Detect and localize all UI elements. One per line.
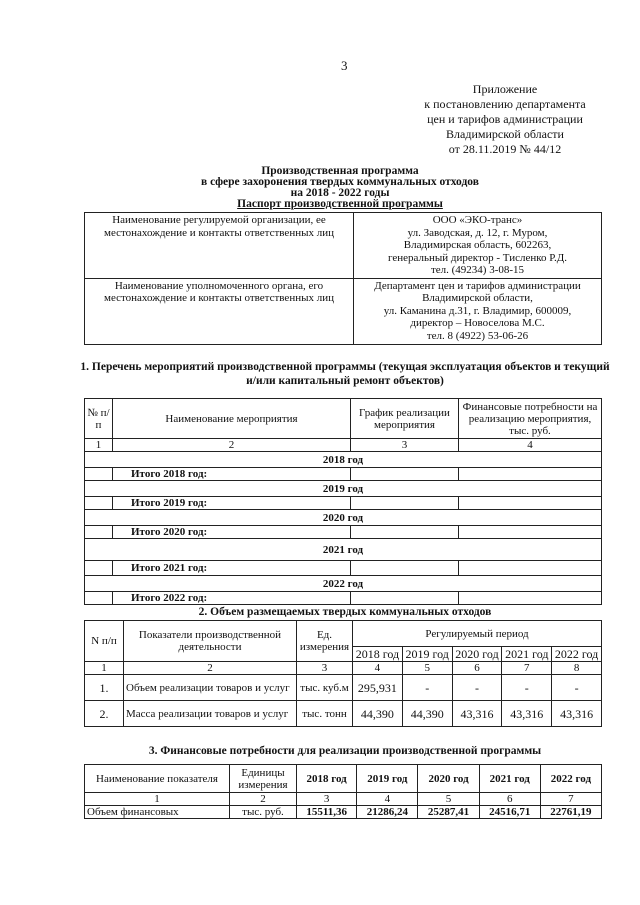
value-line: Владимирская область, 602263, [403, 239, 552, 251]
header-row [85, 765, 602, 793]
table-row [85, 701, 602, 727]
total-label: Итого 2022 год: [113, 592, 351, 605]
col-number: 3 [297, 662, 353, 675]
total-row [85, 526, 602, 539]
value-cell: 44,390 [402, 701, 452, 727]
value-line: генеральный директор - Тисленко Р.Д. [387, 251, 568, 264]
year-label: 2019 год [85, 481, 602, 497]
total-row [85, 561, 602, 576]
table-row [85, 675, 602, 701]
value-line: Владимирской области, [422, 292, 533, 304]
col-number: 8 [552, 662, 602, 675]
row-number: 2. [85, 701, 124, 727]
header-cell: Наименование мероприятия [113, 399, 351, 439]
col-number: 2 [113, 439, 351, 452]
total-label: Итого 2021 год: [113, 561, 351, 576]
value-cell: 24516,71 [479, 806, 540, 819]
indicator: Объем реализации товаров и услуг [124, 675, 297, 701]
passport-table [84, 212, 602, 345]
total-row [85, 468, 602, 481]
value-cell: 21286,24 [357, 806, 418, 819]
unit: тыс. тонн [297, 701, 353, 727]
unit: тыс. руб. [230, 806, 297, 819]
value-line: ООО «ЭКО-транс» [432, 214, 523, 226]
table-row [85, 806, 602, 819]
indicator: Масса реализации товаров и услуг [124, 701, 297, 727]
header-cell: График реализации мероприятия [351, 399, 459, 439]
section3-title: 3. Финансовые потребности для реализации производственной программы [148, 745, 542, 757]
column-number-row [85, 793, 602, 806]
header-cell: Ед. измерения [297, 621, 353, 662]
unit: тыс. куб.м [297, 675, 353, 701]
header-cell: 2018 год [297, 765, 357, 793]
col-number: 1 [85, 662, 124, 675]
row-number: 1. [85, 675, 124, 701]
value-cell: 44,390 [353, 701, 403, 727]
year-row [85, 481, 602, 497]
year-row [85, 576, 602, 592]
header-cell: Показатели производственной деятельности [124, 621, 297, 662]
year-label: 2018 год [85, 452, 602, 468]
table-row [85, 213, 602, 279]
value-cell: 295,931 [353, 675, 403, 701]
title-line: в сфере захоронения твердых коммунальных отходов [201, 176, 479, 188]
col-number: 5 [418, 793, 479, 806]
value-cell: - [402, 675, 452, 701]
page-number: 3 [341, 58, 348, 73]
header-cell: 2019 год [357, 765, 418, 793]
year-label: 2021 год [85, 539, 602, 561]
title-line: на 2018 - 2022 годы [290, 187, 390, 199]
col-number: 2 [124, 662, 297, 675]
col-number: 2 [230, 793, 297, 806]
header-cell: № п/п [85, 399, 113, 439]
document-title [80, 166, 600, 210]
volume-table [84, 620, 602, 727]
year-header: 2018 год [353, 647, 403, 662]
year-label: 2020 год [85, 510, 602, 526]
value-cell: 43,316 [452, 701, 502, 727]
total-label: Итого 2018 год: [113, 468, 351, 481]
year-label: 2022 год [85, 576, 602, 592]
table-row [85, 278, 602, 344]
passport-label: Наименование регулируемой организации, ее местонахождение и контакты ответственных лиц [85, 213, 354, 279]
section1-title: 1. Перечень мероприятий производственной программы (текущая эксплуатация объектов и текущий и/или капитальный ремонт объектов) [80, 361, 610, 387]
header-row [85, 621, 602, 647]
value-cell: 15511,36 [297, 806, 357, 819]
value-line: ул. Заводская, д. 12, г. Муром, [407, 226, 548, 239]
col-number: 5 [402, 662, 452, 675]
total-row [85, 592, 602, 605]
value-line: тел. (49234) 3-08-15 [430, 264, 525, 276]
header-cell: N п/п [85, 621, 124, 662]
col-number: 4 [357, 793, 418, 806]
value-cell: 25287,41 [418, 806, 479, 819]
value-line: ул. Каманина д.31, г. Владимир, 600009, [383, 304, 572, 317]
finance-table [84, 764, 602, 819]
passport-value [354, 278, 602, 344]
header-cell: Регулируемый период [353, 621, 602, 647]
col-number: 4 [459, 439, 602, 452]
appendix-line: Приложение [472, 82, 538, 96]
year-row [85, 452, 602, 468]
value-cell: - [552, 675, 602, 701]
header-cell: 2020 год [418, 765, 479, 793]
col-number: 1 [85, 793, 230, 806]
header-cell: Наименование показателя [85, 765, 230, 793]
total-row [85, 497, 602, 510]
column-number-row [85, 662, 602, 675]
appendix-line: цен и тарифов администрации [427, 112, 583, 126]
col-number: 6 [452, 662, 502, 675]
col-number: 7 [540, 793, 601, 806]
title-line: Производственная программа [261, 165, 419, 177]
value-cell: 43,316 [502, 701, 552, 727]
year-row [85, 510, 602, 526]
value-line: Департамент цен и тарифов администрации [374, 279, 581, 292]
year-row [85, 539, 602, 561]
events-table [84, 398, 602, 605]
total-label: Итого 2019 год: [113, 497, 351, 510]
value-line: тел. 8 (4922) 53-06-26 [426, 329, 529, 342]
col-number: 4 [353, 662, 403, 675]
column-number-row [85, 439, 602, 452]
passport-title: Паспорт производственной программы [237, 198, 443, 210]
passport-label: Наименование уполномоченного органа, его местонахождение и контакты ответственных лиц [85, 278, 354, 344]
header-cell: 2022 год [540, 765, 601, 793]
header-cell: Единицы измерения [230, 765, 297, 793]
header-cell: 2021 год [479, 765, 540, 793]
appendix-line: к постановлению департамента [424, 97, 586, 111]
col-number: 3 [351, 439, 459, 452]
col-number: 6 [479, 793, 540, 806]
value-line: директор – Новоселова М.С. [410, 317, 545, 329]
value-cell: 22761,19 [540, 806, 601, 819]
year-header: 2022 год [552, 647, 602, 662]
appendix-line: Владимирской области [446, 127, 564, 141]
section2-title: 2. Объем размещаемых твердых коммунальных отходов [198, 606, 492, 618]
year-header: 2020 год [452, 647, 502, 662]
value-cell: - [452, 675, 502, 701]
value-cell: 43,316 [552, 701, 602, 727]
col-number: 7 [502, 662, 552, 675]
year-header: 2021 год [502, 647, 552, 662]
header-cell: Финансовые потребности на реализацию мероприятия, тыс. руб. [459, 399, 602, 439]
header-row [85, 399, 602, 439]
indicator: Объем финансовых [85, 806, 230, 819]
appendix-line: от 28.11.2019 № 44/12 [448, 142, 562, 156]
col-number: 1 [85, 439, 113, 452]
appendix-block [400, 82, 610, 157]
year-header: 2019 год [402, 647, 452, 662]
total-label: Итого 2020 год: [113, 526, 351, 539]
value-cell: - [502, 675, 552, 701]
passport-value [354, 213, 602, 279]
col-number: 3 [297, 793, 357, 806]
